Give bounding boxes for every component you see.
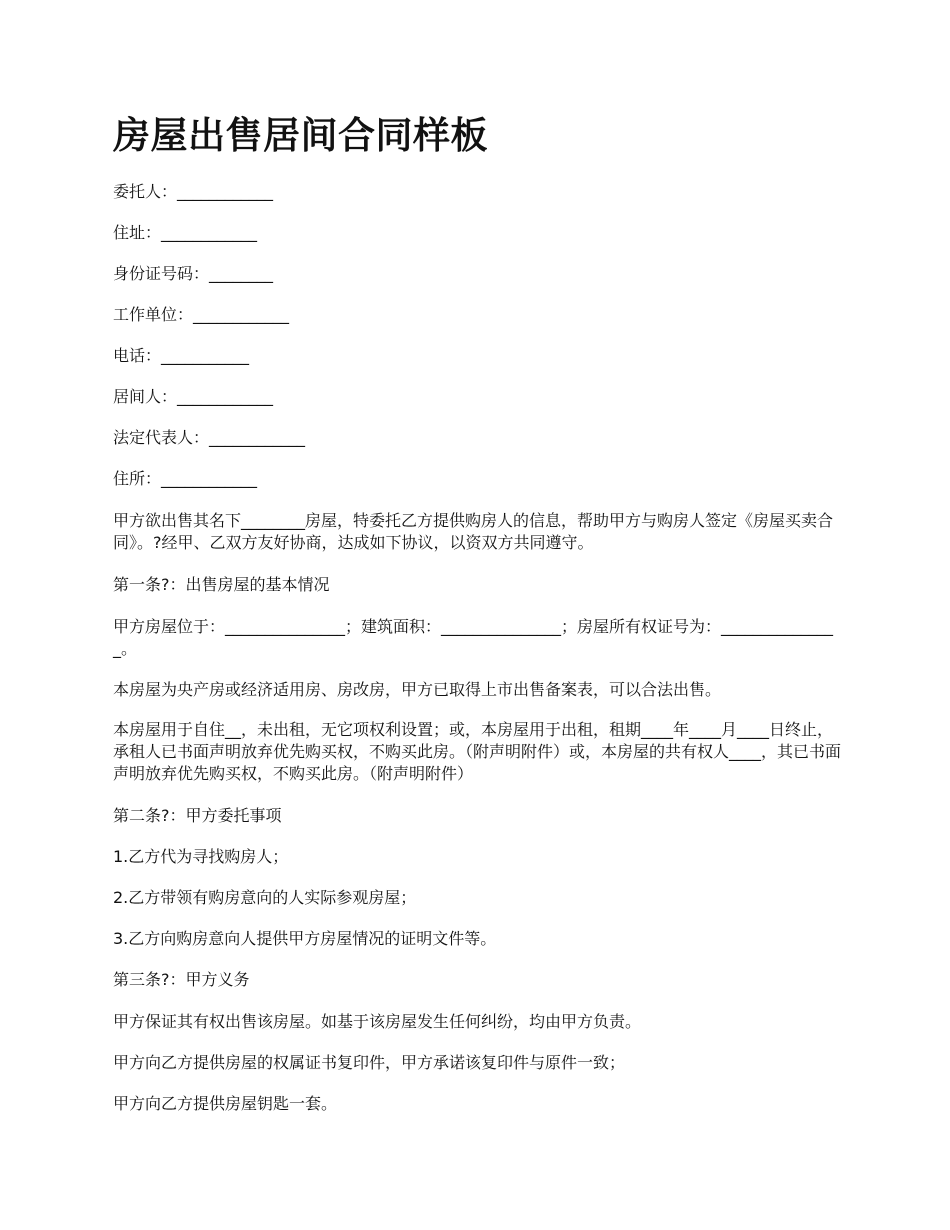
intermediary-field: 居间人：____________ xyxy=(113,387,274,406)
address-field: 住址：____________ xyxy=(113,223,258,242)
id-number-field: 身份证号码：________ xyxy=(113,264,274,283)
article3-item-3: 甲方向乙方提供房屋钥匙一套。 xyxy=(113,1094,338,1113)
article3-item-2: 甲方向乙方提供房屋的权属证书复印件，甲方承诺该复印件与原件一致； xyxy=(113,1053,626,1072)
article2-item-1: 1.乙方代为寻找购房人； xyxy=(113,847,289,866)
employer-field: 工作单位：____________ xyxy=(113,305,290,324)
legal-rep-field: 法定代表人：____________ xyxy=(113,428,306,447)
residence-field: 住所：____________ xyxy=(113,469,258,488)
article1-nature: 本房屋为央产房或经济适用房、房改房，甲方已取得上市出售备案表，可以合法出售。 xyxy=(113,680,722,699)
article2-heading: 第二条?：甲方委托事项 xyxy=(113,806,282,825)
article2-item-3: 3.乙方向购房意向人提供甲方房屋情况的证明文件等。 xyxy=(113,929,497,948)
article1-location: 甲方房屋位于：_______________；建筑面积：_______________；房屋所有权证号为：_______________。 xyxy=(113,617,834,658)
article1-heading: 第一条?：出售房屋的基本情况 xyxy=(113,575,330,594)
document-title: 房屋出售居间合同样板 xyxy=(113,114,488,157)
article2-item-2: 2.乙方带领有购房意向的人实际参观房屋； xyxy=(113,888,417,907)
article3-heading: 第三条?：甲方义务 xyxy=(113,970,250,989)
phone-field: 电话：___________ xyxy=(113,346,250,365)
article3-item-1: 甲方保证其有权出售该房屋。如基于该房屋发生任何纠纷，均由甲方负责。 xyxy=(113,1012,642,1031)
client-field: 委托人：____________ xyxy=(113,182,274,201)
intro-paragraph: 甲方欲出售其名下________房屋，特委托乙方提供购房人的信息，帮助甲方与购房人签定《房屋买卖合同》。?经甲、乙双方友好协商，达成如下协议，以资双方共同遵守。 xyxy=(113,511,834,552)
article1-usage: 本房屋用于自住__，未出租，无它项权利设置；或，本房屋用于出租，租期____年____月____日终止，承租人已书面声明放弃优先购买权，不购买此房。（附声明附件）或，本房屋的共有权人____，其已书面声明放弃优先购买权，不购买此房。（附声明附件） xyxy=(113,720,842,783)
